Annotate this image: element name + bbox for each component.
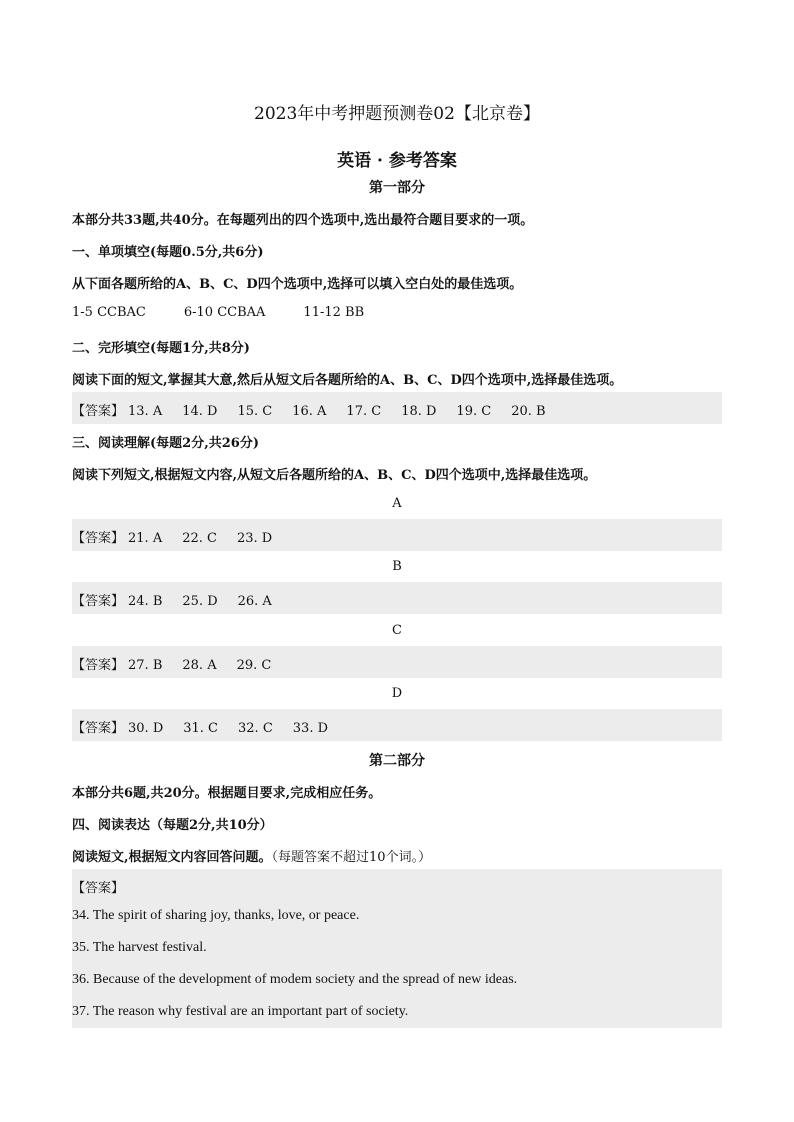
answer-item: 27. B (128, 658, 163, 673)
answer-item: 13. A (128, 404, 163, 419)
answer-34: 34. The spirit of sharing joy, thanks, love, or peace. (72, 908, 360, 923)
section2-title: 二、完形填空(每题1分,共8分) (72, 341, 250, 356)
answer-item: 20. B (511, 404, 546, 419)
section4-instruction (72, 846, 431, 865)
part1-heading: 第一部分 (369, 180, 425, 196)
answer-item: 32. C (238, 721, 273, 736)
section4-title: 四、阅读表达（每题2分,共10分） (72, 818, 273, 833)
answer-item: 29. C (236, 658, 272, 673)
answer-item: 30. D (128, 721, 164, 736)
answer-37: 37. The reason why festival are an important part of society. (72, 1004, 409, 1019)
section1-answers (72, 305, 364, 320)
answer-label: 【答案】 (72, 721, 125, 736)
passage-letter: A (392, 496, 402, 511)
answer-item: 21. A (128, 531, 163, 546)
answer-item: 33. D (292, 721, 329, 736)
passage-letter: B (392, 559, 402, 574)
section2-instruction: 阅读下面的短文,掌握其大意,然后从短文后各题所给的A、B、C、D四个选项中,选择最佳选项。 (72, 373, 623, 388)
answer-36: 36. Because of the development of modem society and the spread of new ideas. (72, 972, 518, 987)
answer-item: 25. D (182, 594, 218, 609)
answer-label: 【答案】 (72, 658, 125, 673)
answer-item: 31. C (183, 721, 219, 736)
answer-item: 26. A (237, 594, 272, 609)
passage-letter: D (391, 686, 403, 701)
answer-item: 18. D (401, 404, 437, 419)
page-title: 2023年中考押题预测卷02【北京卷】 (254, 104, 540, 124)
section1-title: 一、单项填空(每题0.5分,共6分) (72, 245, 264, 260)
instruction-note: （每题答案不超过10个词。） (271, 850, 432, 865)
part2-intro: 本部分共6题,共20分。根据题目要求,完成相应任务。 (72, 786, 382, 801)
answer-item: 24. B (128, 594, 163, 609)
part2-heading: 第二部分 (369, 753, 425, 769)
section3-instruction: 阅读下列短文,根据短文内容,从短文后各题所给的A、B、C、D四个选项中,选择最佳选项。 (72, 468, 597, 483)
answer-group: 11-12 BB (303, 305, 365, 320)
answer-item: 15. C (237, 404, 273, 419)
answer-35: 35. The harvest festival. (72, 940, 207, 955)
part1-intro: 本部分共33题,共40分。在每题列出的四个选项中,选出最符合题目要求的一项。 (72, 213, 534, 228)
answer-item: 19. C (456, 404, 492, 419)
passage-c-answers (72, 654, 291, 673)
answer-label: 【答案】 (72, 404, 125, 419)
answer-label: 【答案】 (72, 594, 125, 609)
answer-label: 【答案】 (72, 531, 125, 546)
instruction-main: 阅读短文,根据短文内容回答问题。 (72, 850, 272, 865)
answer-group: 1-5 CCBAC (72, 305, 146, 320)
answer-item: 14. D (182, 404, 218, 419)
passage-a-answers (72, 527, 292, 546)
page-subtitle: 英语 · 参考答案 (337, 151, 457, 171)
passage-letter: C (392, 623, 402, 638)
answer-item: 23. D (236, 531, 273, 546)
answer-item: 17. C (346, 404, 382, 419)
answer-item: 16. A (292, 404, 327, 419)
section1-instruction: 从下面各题所给的A、B、C、D四个选项中,选择可以填入空白处的最佳选项。 (72, 277, 523, 292)
section2-answers (72, 400, 566, 419)
answer-group: 6-10 CCBAA (183, 305, 266, 320)
passage-d-answers (72, 717, 348, 736)
passage-b-answers (72, 590, 292, 609)
answer-item: 22. C (182, 531, 217, 546)
answer-label: 【答案】 (72, 881, 125, 896)
answer-item: 28. A (182, 658, 217, 673)
section3-title: 三、阅读理解(每题2分,共26分) (72, 436, 259, 451)
